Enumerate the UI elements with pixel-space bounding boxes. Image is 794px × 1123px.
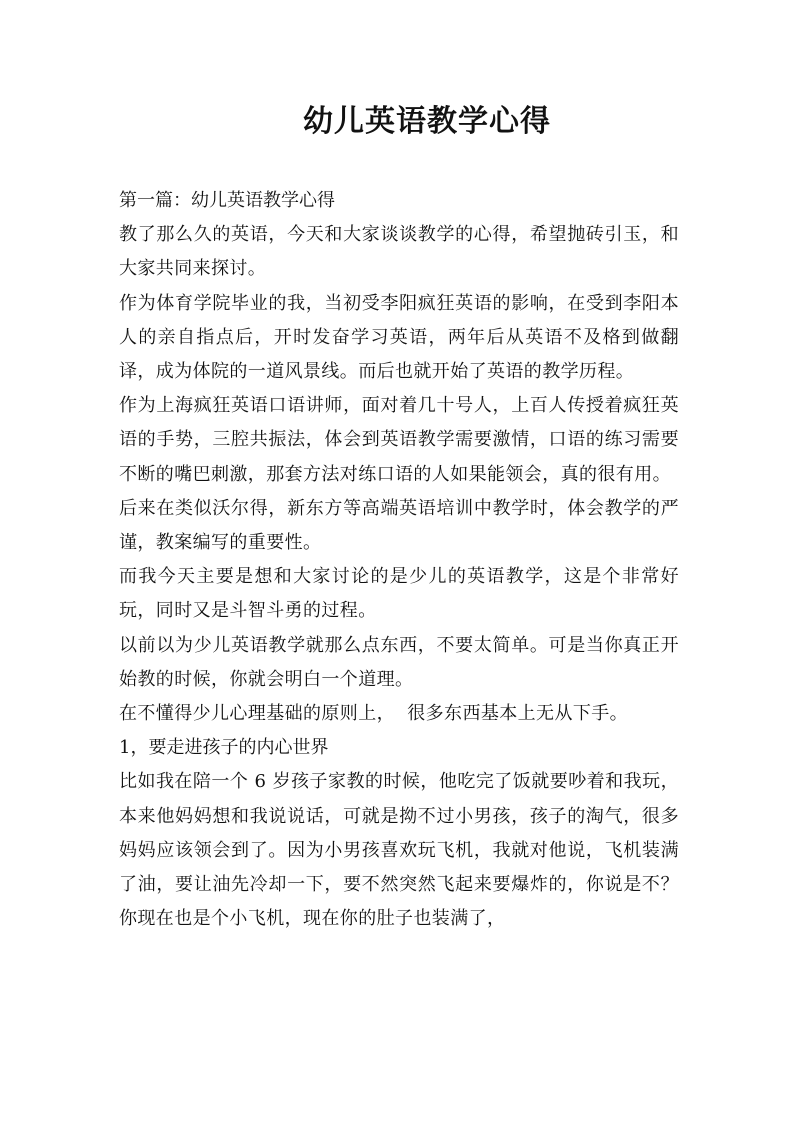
document-body [119,184,692,936]
point-paragraph: 比如我在陪一个 6 岁孩子家教的时候，他吃完了饭就要吵着和我玩，本来他妈妈想和我说说话，可就是拗不过小男孩，孩子的淘气，很多妈妈应该领会到了。因为小男孩喜欢玩飞机，我就对他说，飞机装满了油，要让油先冷却一下，要不然突然飞起来要爆炸的，你说是不？ 你现在也是个小飞机，现在你的肚子也装满了， [119,771,692,930]
document-title: 幼儿英语教学心得 [303,104,551,139]
paragraph: 作为体育学院毕业的我，当初受李阳疯狂英语的影响，在受到李阳本人的亲自指点后，开时发奋学习英语，两年后从英语不及格到做翻译，成为体院的一道风景线。而后也就开始了英语的教学历程。 [119,292,679,383]
point-heading: 1，要走进孩子的内心世界 [119,737,329,759]
paragraph: 以前以为少儿英语教学就那么点东西，不要太简单。可是当你真正开始教的时候，你就会明白一个道理。 [119,634,679,690]
paragraph: 在不懂得少儿心理基础的原则上， 很多东西基本上无从下手。 [119,703,629,725]
section-heading: 第一篇：幼儿英语教学心得 [119,190,335,211]
paragraph: 作为上海疯狂英语口语讲师，面对着几十号人，上百人传授着疯狂英语的手势，三腔共振法，体会到英语教学需要激情，口语的练习需要不断的嘴巴刺激，那套方法对练口语的人如果能领会，真的很有用。 [119,395,679,485]
paragraph: 后来在类似沃尔得，新东方等高端英语培训中教学时，体会教学的严谨，教案编写的重要性。 [119,497,679,554]
paragraph: 教了那么久的英语，今天和大家谈谈教学的心得，希望抛砖引玉，和大家共同来探讨。 [119,224,679,280]
paragraph: 而我今天主要是想和大家讨论的是少儿的英语教学，这是个非常好玩，同时又是斗智斗勇的过程。 [119,566,679,622]
